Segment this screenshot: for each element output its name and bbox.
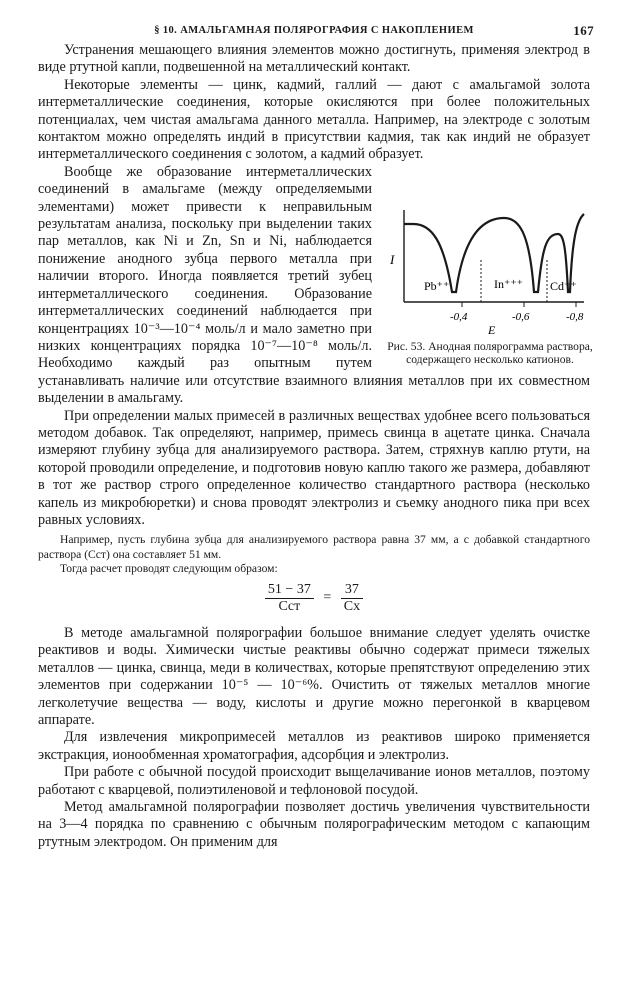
paragraph: В методе амальгамной полярографии большое внимание следует уделять очистке реактивов и воды. Химически чистые реактивы обычно содержат примеси тяжелых металлов — цинка, свинца, меди в количествах, которые препятствуют определению этих элементов при содержании 10⁻⁵ — 10⁻⁶%. Очистить от тяжелых металлов многие легколетучие вещества — воду, кислоты и другие можно перегонкой в кварцевом аппарате.: [38, 624, 590, 729]
example-text: Тогда расчет проводят следующим образом:: [60, 561, 278, 575]
equals-sign: =: [323, 590, 332, 606]
paragraph: Метод амальгамной полярографии позволяет достичь увеличения чувствительности на 3—4 порядка по сравнению с обычным полярографическим методом с капающим ртутным электродом. Он применим для: [38, 799, 590, 850]
numerator: 51 − 37: [265, 582, 314, 599]
numerator: 37: [341, 582, 363, 599]
tick-label: -0,8: [566, 310, 584, 323]
fraction-left: [265, 582, 314, 615]
x-axis-label: E: [488, 322, 496, 336]
paragraph: Вообще же образование интерметаллических соединений в амальгаме (между определяемыми элементами) может привести к неправильным результатам анализа, поскольку при выделении таких пар металлов, как Ni и Zn, Sn и Ni, наблюдается понижение анодного зубца первого металла при наличии второго. Иногда появляется третий зубец интерметаллического соединения. Образование интерметаллических соединений наблюдается при концентрациях 10⁻³—10⁻⁴ моль/л и мало заметно при низких концентрациях порядка 10⁻⁷—10⁻⁸ моль/л. Необходимо каждый раз опытным путем устанавливать наличие или отсутствие взаимного влияния металлов при их совместном выделении в амальгаму.: [38, 163, 590, 407]
paragraph: Некоторые элементы — цинк, кадмий, галлий — дают с амальгамой золота интерметаллические соединения, которые окисляются при более положительных потенциалах, чем чистая амальгама данного металла. Например, на электроде с золотым контактом можно определять индий в присутствии кадмия, так как индий не образует интерметаллического соединения с золотом, а кадмий образует.: [38, 76, 590, 163]
peak-label-cd: Cd⁺⁺: [550, 278, 577, 293]
example-text: Например, пусть глубина зубца для анализируемого раствора равна 37 мм, а с добавкой стандартного раствора (Cст) она составляет 51 мм.: [38, 533, 590, 561]
paragraph: Устранения мешающего влияния элементов можно достигнуть, применяя электрод в виде ртутной капли, подвешенной на металлический контакт.: [38, 42, 590, 76]
paragraph: Для извлечения микропримесей металлов из реактивов широко применяется экстракция, ионообменная хроматография, адсорбция и электролиз.: [38, 729, 590, 763]
denominator: Cx: [343, 598, 361, 614]
fraction-right: [341, 582, 363, 615]
paragraph: При работе с обычной посудой происходит выщелачивание ионов металлов, поэтому работают с кварцевой, полиэтиленовой и тефлоновой посудой.: [38, 764, 590, 798]
running-head: [38, 20, 594, 42]
formula: [38, 582, 590, 615]
page: [38, 20, 594, 851]
tick-label: -0,6: [512, 310, 530, 323]
section-title: § 10. АМАЛЬГАМНАЯ ПОЛЯРОГРАФИЯ С НАКОПЛЕНИЕМ: [154, 25, 474, 36]
denominator: Cст: [278, 598, 301, 614]
tick-label: -0,4: [450, 310, 468, 323]
figure-53: [384, 168, 596, 367]
polarogram-chart: [384, 168, 596, 336]
y-axis-label: I: [390, 251, 395, 267]
page-number: 167: [573, 23, 594, 38]
figure-caption: Рис. 53. Анодная полярограмма раствора, содержащего несколько катионов.: [387, 339, 593, 367]
paragraph: При определении малых примесей в различных веществах удобнее всего пользоваться методом добавок. Так определяют, например, примесь свинца в ацетате цинка. Сначала измеряют глубину зубца для анализируемого раствора. Затем, стряхнув каплю ртути, на которой проводили определение, и подготовив новую каплю такого же размера, добавляют в тот же раствор строго определенное количество стандартного раствора (несколько капель из микробюретки) и снова проводят электролиз и съемку анодного пика при всех равных условиях.: [38, 407, 590, 528]
peak-label-pb: Pb⁺⁺: [424, 278, 450, 293]
peak-label-in: In⁺⁺⁺: [494, 276, 523, 291]
